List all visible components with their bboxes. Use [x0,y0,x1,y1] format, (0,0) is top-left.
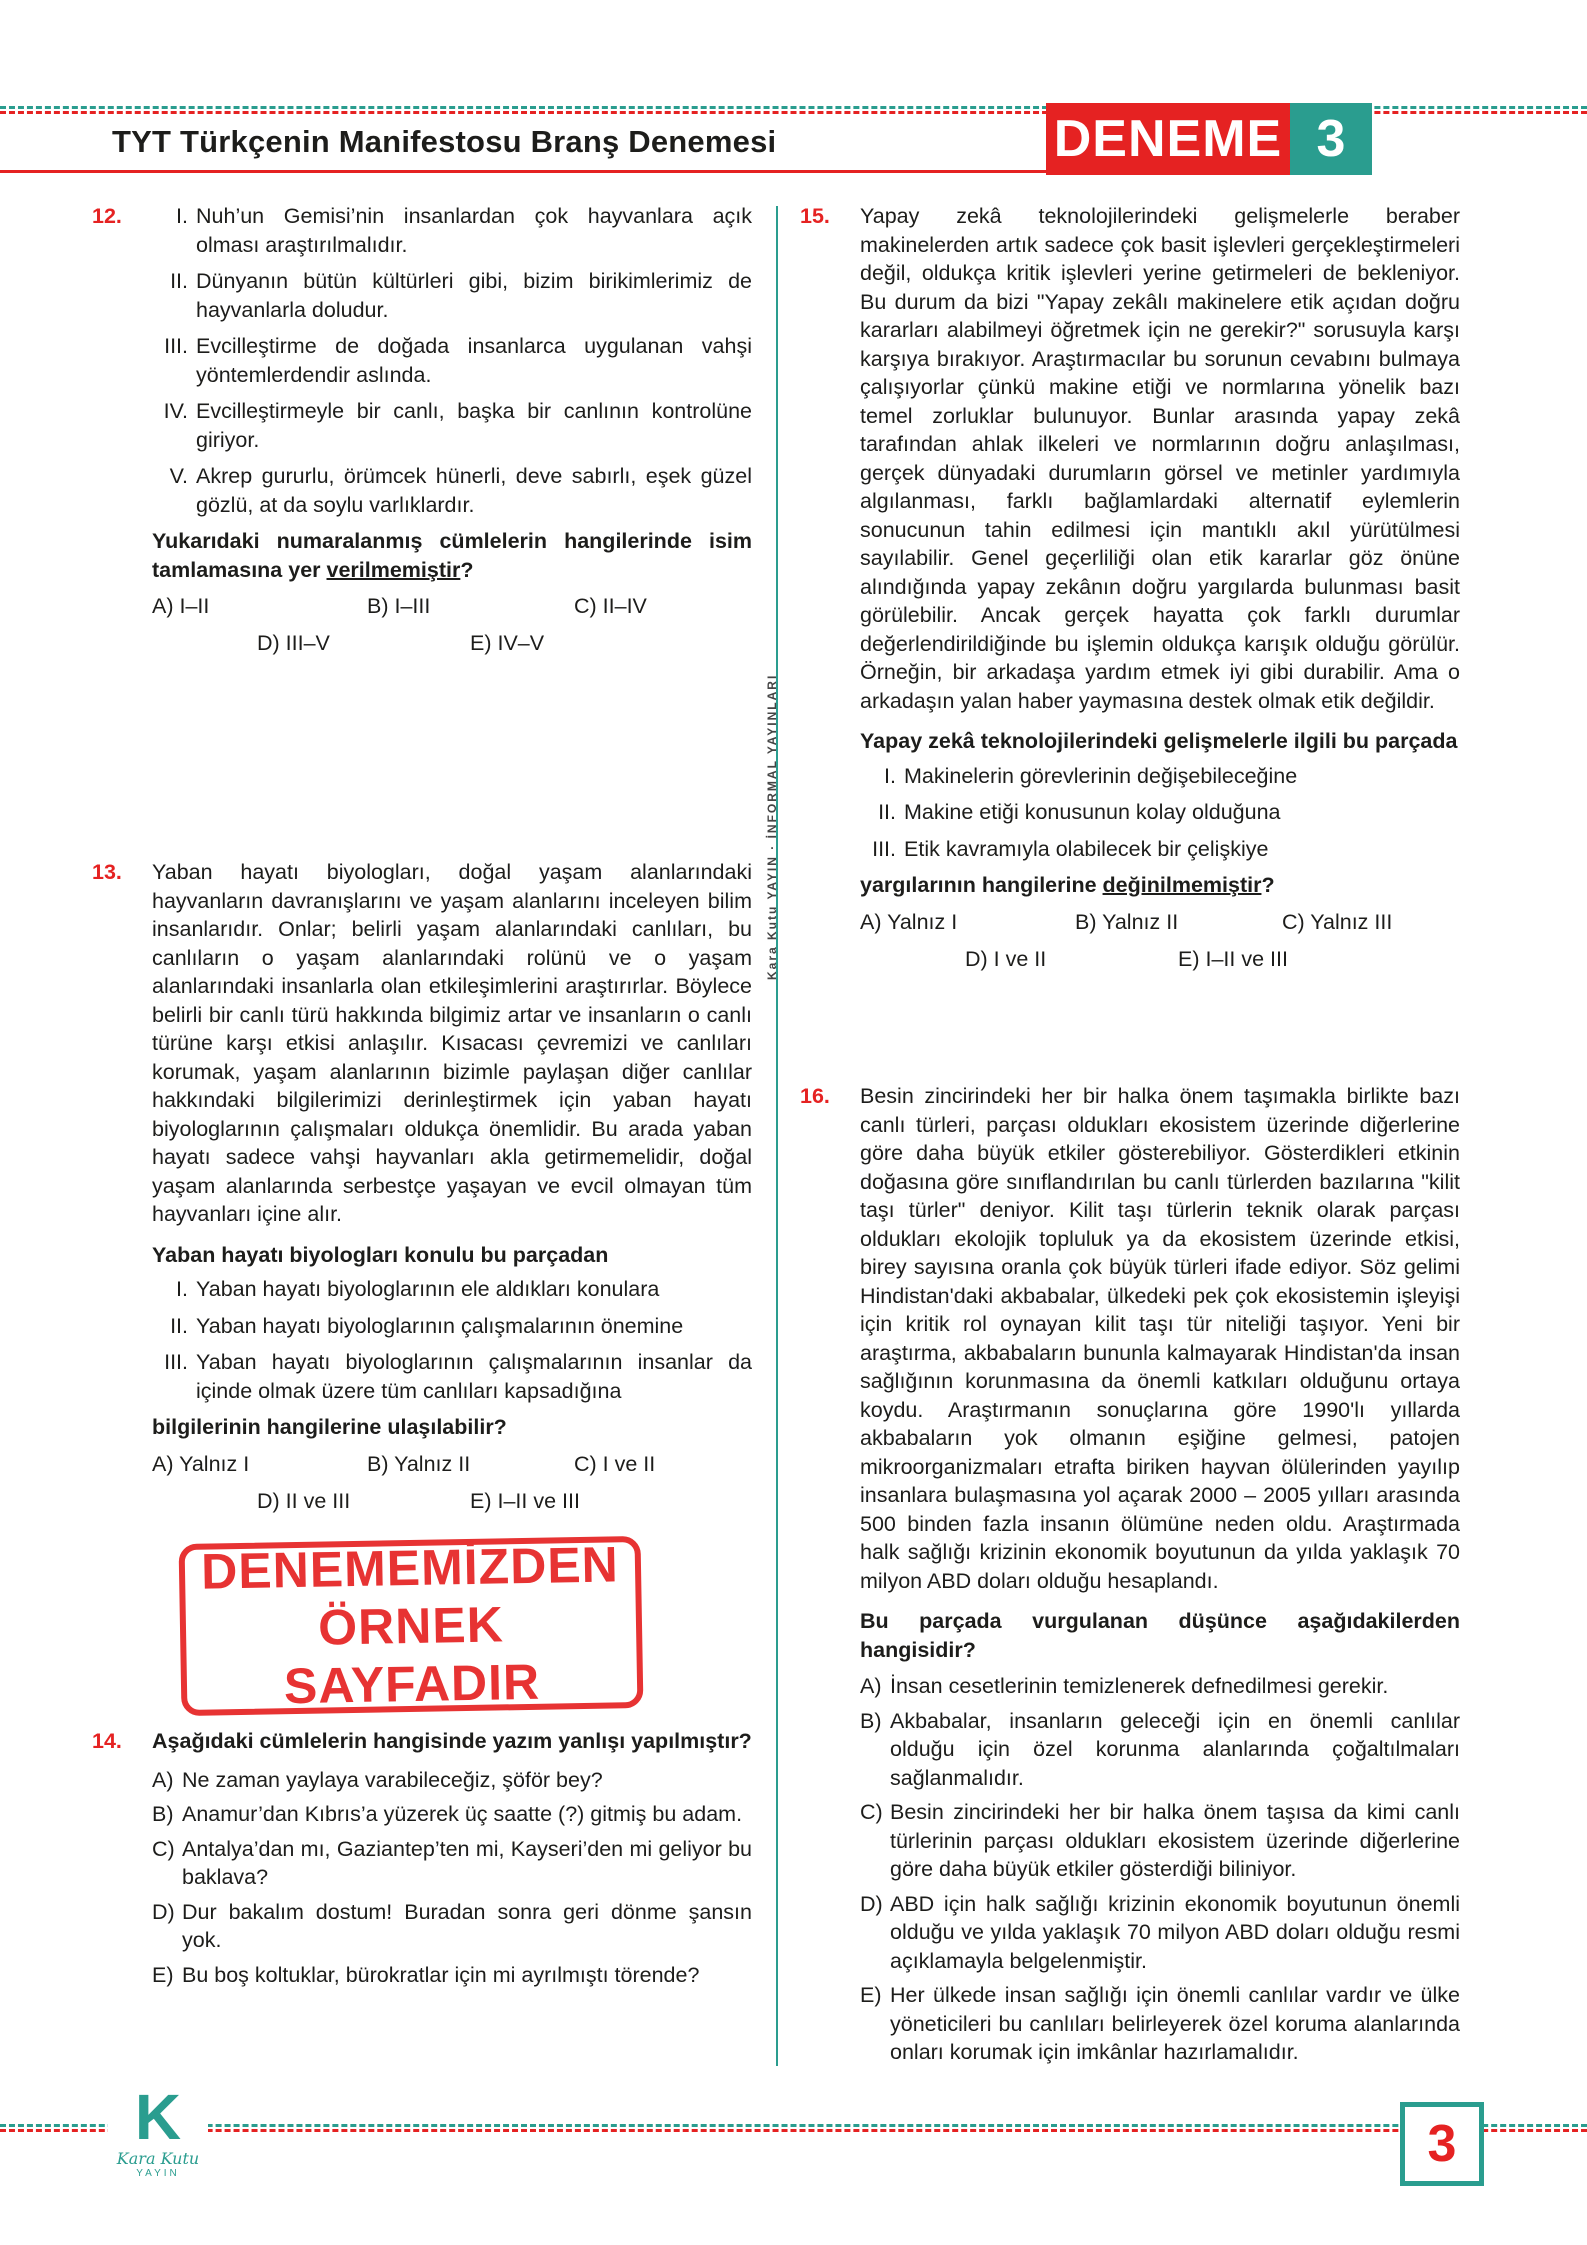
question-stem: Yaban hayatı biyologları konulu bu parçadan [152,1242,609,1267]
question-number: 12. [92,204,122,228]
choice-d[interactable]: D) III–V [257,631,330,655]
choice-c[interactable]: C) II–IV [574,594,647,618]
question-13 [92,858,752,1524]
question-stem: Aşağıdaki cümlelerin hangisinde yazım yanlışı yapılmıştır? [152,1729,752,1753]
header-rule [0,170,1046,173]
column-divider [776,206,778,2066]
deneme-badge: DENEME [1046,103,1290,175]
option-e[interactable]: E) Bu boş koltuklar, bürokratlar için mi ayrılmıştı törende? [152,1962,700,1987]
option-d[interactable]: D) ABD için halk sağlığı krizinin ekonomik boyutunun önemli olduğu ve yılda yaklaşık 70 milyon ABD doları olduğu resmi açıklamayla belgelenmiştir. [860,1891,1460,1973]
sample-page-stamp: DENEMEMİZDEN ÖRNEK SAYFADIR [179,1536,644,1716]
question-16 [800,1082,1460,2073]
choice-e[interactable]: E) I–II ve III [470,1488,580,1513]
passage: Besin zincirindeki her bir halka önem taşımakla birlikte bazı canlı türleri, parçası oldukları ekosistem üzerinde diğerlerine göre daha büyük etkiler gösterebiliyor. Gösterdikleri etkinin doğasına göre sınıflandırılan bu canlı türlerden bazılarına "kilit taşı türler" deniyor. Kilit taşı türlerin teknik olarak parçası oldukları ekolojik topluluk ya da ekosistem üzerinde etkisi, birey sayısına oranla çok büyük türleri ifade ediyor. Söz gelimi Hindistan'daki akbabalar, ülkedeki pek çok ekosistemin işleyişi için kritik rol oynayan kilit taşı tür niteliği taşıyor. Yeni bir araştırma, akbabaların bununla kalmayarak Hindistan'da insan sağlığının korunmasına da önemli katkıları olduğunu ortaya koydu. Araştırmanın sonuçlarına göre 1990'lı yıllarda akbabaların yok olmanın eşiğine gelmesi, patojen mikroorganizmaları etrafta biriken hayvan ölülerinden yayılıp insanlara bulaşmasına yol açarak 2000 – 2005 yılları arasında 500 binden fazla insanın ölümüne neden oldu. Araştırmada halk sağlığı krizinin ekonomik boyutunun da yılda yaklaşık 70 milyon ABD doları olduğu hesaplandı. [860,1084,1460,1593]
choice-e[interactable]: E) I–II ve III [1178,946,1288,971]
question-stem: Bu parçada vurgulanan düşünce aşağıdakilerden hangisidir? [860,1609,1460,1662]
question-number: 14. [92,1729,122,1753]
choice-c[interactable]: C) Yalnız III [1282,909,1393,934]
choice-a[interactable]: A) I–II [152,594,210,618]
option-a[interactable]: A) İnsan cesetlerinin temizlenerek defnedilmesi gerekir. [860,1674,1389,1698]
list-item: II. Yaban hayatı biyologlarının çalışmalarının önemine [170,1313,684,1338]
choice-d[interactable]: D) II ve III [257,1488,351,1513]
choice-c[interactable]: C) I ve II [574,1451,656,1476]
question-12 [92,202,752,666]
question-15 [800,202,1460,982]
choice-b[interactable]: B) I–III [367,594,431,618]
question-stem: Yapay zekâ teknolojilerindeki gelişmelerle ilgili bu parçada [860,729,1458,753]
side-brand-text: Kara Kutu YAYIN · İNFORMAL YAYINLARI [765,673,779,980]
question-number: 15. [800,204,830,228]
list-item: I. Makinelerin görevlerinin değişebileceğine [884,763,1298,788]
roman-list [152,202,752,519]
option-c[interactable]: C) Besin zincirindeki her bir halka önem taşısa da kimi canlı türlerinin parçası oldukları ekosistem üzerinde diğerlerine göre daha büyük etkiler gösterdiği biliniyor. [860,1800,1460,1881]
page-number: 3 [1400,2102,1484,2186]
list-item: II. Makine etiği konusunun kolay olduğuna [878,800,1281,824]
page-title: TYT Türkçenin Manifestosu Branş Denemesi [112,124,777,159]
choice-b[interactable]: B) Yalnız II [1075,909,1179,934]
list-item: III. Etik kavramıyla olabilecek bir çelişkiye [872,836,1269,861]
choice-e[interactable]: E) IV–V [470,631,545,655]
passage: Yaban hayatı biyologları, doğal yaşam alanlarındaki hayvanların davranışlarını ve yaşam alanlarını inceleyen bilim insanlarıdır. Onlar; belirli yaşam alanlarındaki canlıları, bu canlıların o yaşam alanlarındaki rolünü ve o yaşam alanlarındaki insanlarla olan etkileşimlerini araştırırlar. Böylece belirli bir canlı türü hakkında bilgimiz artar ve insanların o canlı türüne karşı etkisi anlaşılır. Kısacası çevremizi ve canlıları korumak, yaşam alanlarının bizimle paylaşan diğer canlılar hakkındaki bilgilerimizi derinleştirmek için yaban hayatı biyologlarının çalışmaları oldukça önemlidir. Bu arada yaban hayatı sadece vahşi hayvanları akla getirmemelidir, doğal yaşam alanlarında serbestçe yaşayan ve evcil olmayan tüm hayvanları içine alır. [152,860,752,1226]
option-a[interactable]: A) Ne zaman yaylaya varabileceğiz, şöför bey? [152,1767,603,1792]
list-item: III. Yaban hayatı biyologlarının çalışmalarının insanlar da içinde olmak üzere tüm canlıları kapsadığına [164,1350,752,1403]
answer-choices [152,592,752,666]
question-14 [92,1727,752,1995]
list-item: III. Evcilleştirme de doğada insanlarca uygulanan vahşi yöntemlerdendir aslında. [164,334,752,387]
option-c[interactable]: C) Antalya’dan mı, Gaziantep’ten mi, Kayseri’den mi geliyor bu baklava? [152,1836,752,1889]
choice-a[interactable]: A) Yalnız I [860,909,958,934]
question-stem-2: yargılarının hangilerine değinilmemiştir? [860,873,1275,897]
question-number: 16. [800,1084,830,1108]
publisher-logo: K Kara Kutu YAYIN [108,2085,208,2195]
deneme-number: 3 [1290,103,1372,175]
answer-options [860,1672,1460,2067]
option-b[interactable]: B) Anamur’dan Kıbrıs’a yüzerek üç saatte (?) gitmiş bu adam. [152,1802,743,1826]
k-logo-icon: K [134,2081,182,2153]
list-item: IV. Evcilleştirmeyle bir canlı, başka bir canlının kontrolüne giriyor. [163,399,752,452]
answer-choices [860,908,1460,982]
question-stem-2: bilgilerinin hangilerine ulaşılabilir? [152,1415,507,1439]
option-d[interactable]: D) Dur bakalım dostum! Buradan sonra geri dönme şansın yok. [152,1899,752,1952]
roman-list [152,1275,752,1405]
option-e[interactable]: E) Her ülkede insan sağlığı için önemli canlılar vardır ve ülke yöneticileri bu canlıları belirleyerek özel koruma alanlarında onları korumak için imkânlar hazırlamalıdır. [860,1983,1460,2064]
choice-d[interactable]: D) I ve II [965,946,1047,971]
question-stem: Yukarıdaki numaralanmış cümlelerin hangilerinde isim tamlamasına yer verilmemiştir? [152,529,752,582]
option-b[interactable]: B) Akbabalar, insanların geleceği için en önemli canlılar olduğu için özel korunma alanlarında çoğaltılmaları sağlanmalıdır. [860,1708,1460,1790]
list-item: II. Dünyanın bütün kültürleri gibi, bizim birikimlerimiz de hayvanlarla doludur. [170,269,752,322]
choice-b[interactable]: B) Yalnız II [367,1451,471,1476]
passage: Yapay zekâ teknolojilerindeki gelişmelerle beraber makinelerden artık sadece çok basit işlevleri gerçekleştirmeleri değil, oldukça kritik işlevleri yerine getirmeleri de bekleniyor. Bu durum da bizi "Yapay zekâlı makinelere etik açıdan doğru kararları alabilmeyi öğretmek için ne gerekir?" sorusuyla karşı karşıya bırakıyor. Araştırmacılar bu sorunun cevabını bulmaya çalışıyorlar çünkü makine etiği ve normlarına yönelik bazı temel zorluklar bulunuyor. Bunlar arasında yapay zekâ tarafından ahlak ilkeleri ve normlarının doğru anlaşılması, gerçek dünyadaki durumların görsel ve metinler yardımıyla algılanması, farklı bağlamlardaki alternatif eylemlerin sonucunun tahin edilmesi için mantıklı akıl yürütülmesi sayılabilir. Genel geçerliliği olan etik kararlar göz önüne alındığında yapay zekânın doğru yargılarda bulunması basit görülebilir. Ancak gerçek hayatta çok farklı durumlar değerlendirildiğinde bu işlemin oldukça karışık olduğu görülür. Örneğin, bir arkadaşa yardım etmek iyi gibi durabilir. Ama o arkadaşın yalan haber yaymasına destek olmak etik değildir. [860,204,1460,713]
answer-choices [152,1450,752,1524]
list-item: I. Yaban hayatı biyologlarının ele aldıkları konulara [176,1277,660,1301]
choice-a[interactable]: A) Yalnız I [152,1451,250,1476]
list-item: I. Nuh’un Gemisi’nin insanlardan çok hayvanlara açık olması araştırılmalıdır. [176,204,752,257]
roman-list [860,762,1460,864]
list-item: V. Akrep gururlu, örümcek hünerli, deve sabırlı, eşek güzel gözlü, at da soylu varlıklardır. [169,464,752,517]
answer-options [152,1766,752,1990]
question-number: 13. [92,860,122,884]
